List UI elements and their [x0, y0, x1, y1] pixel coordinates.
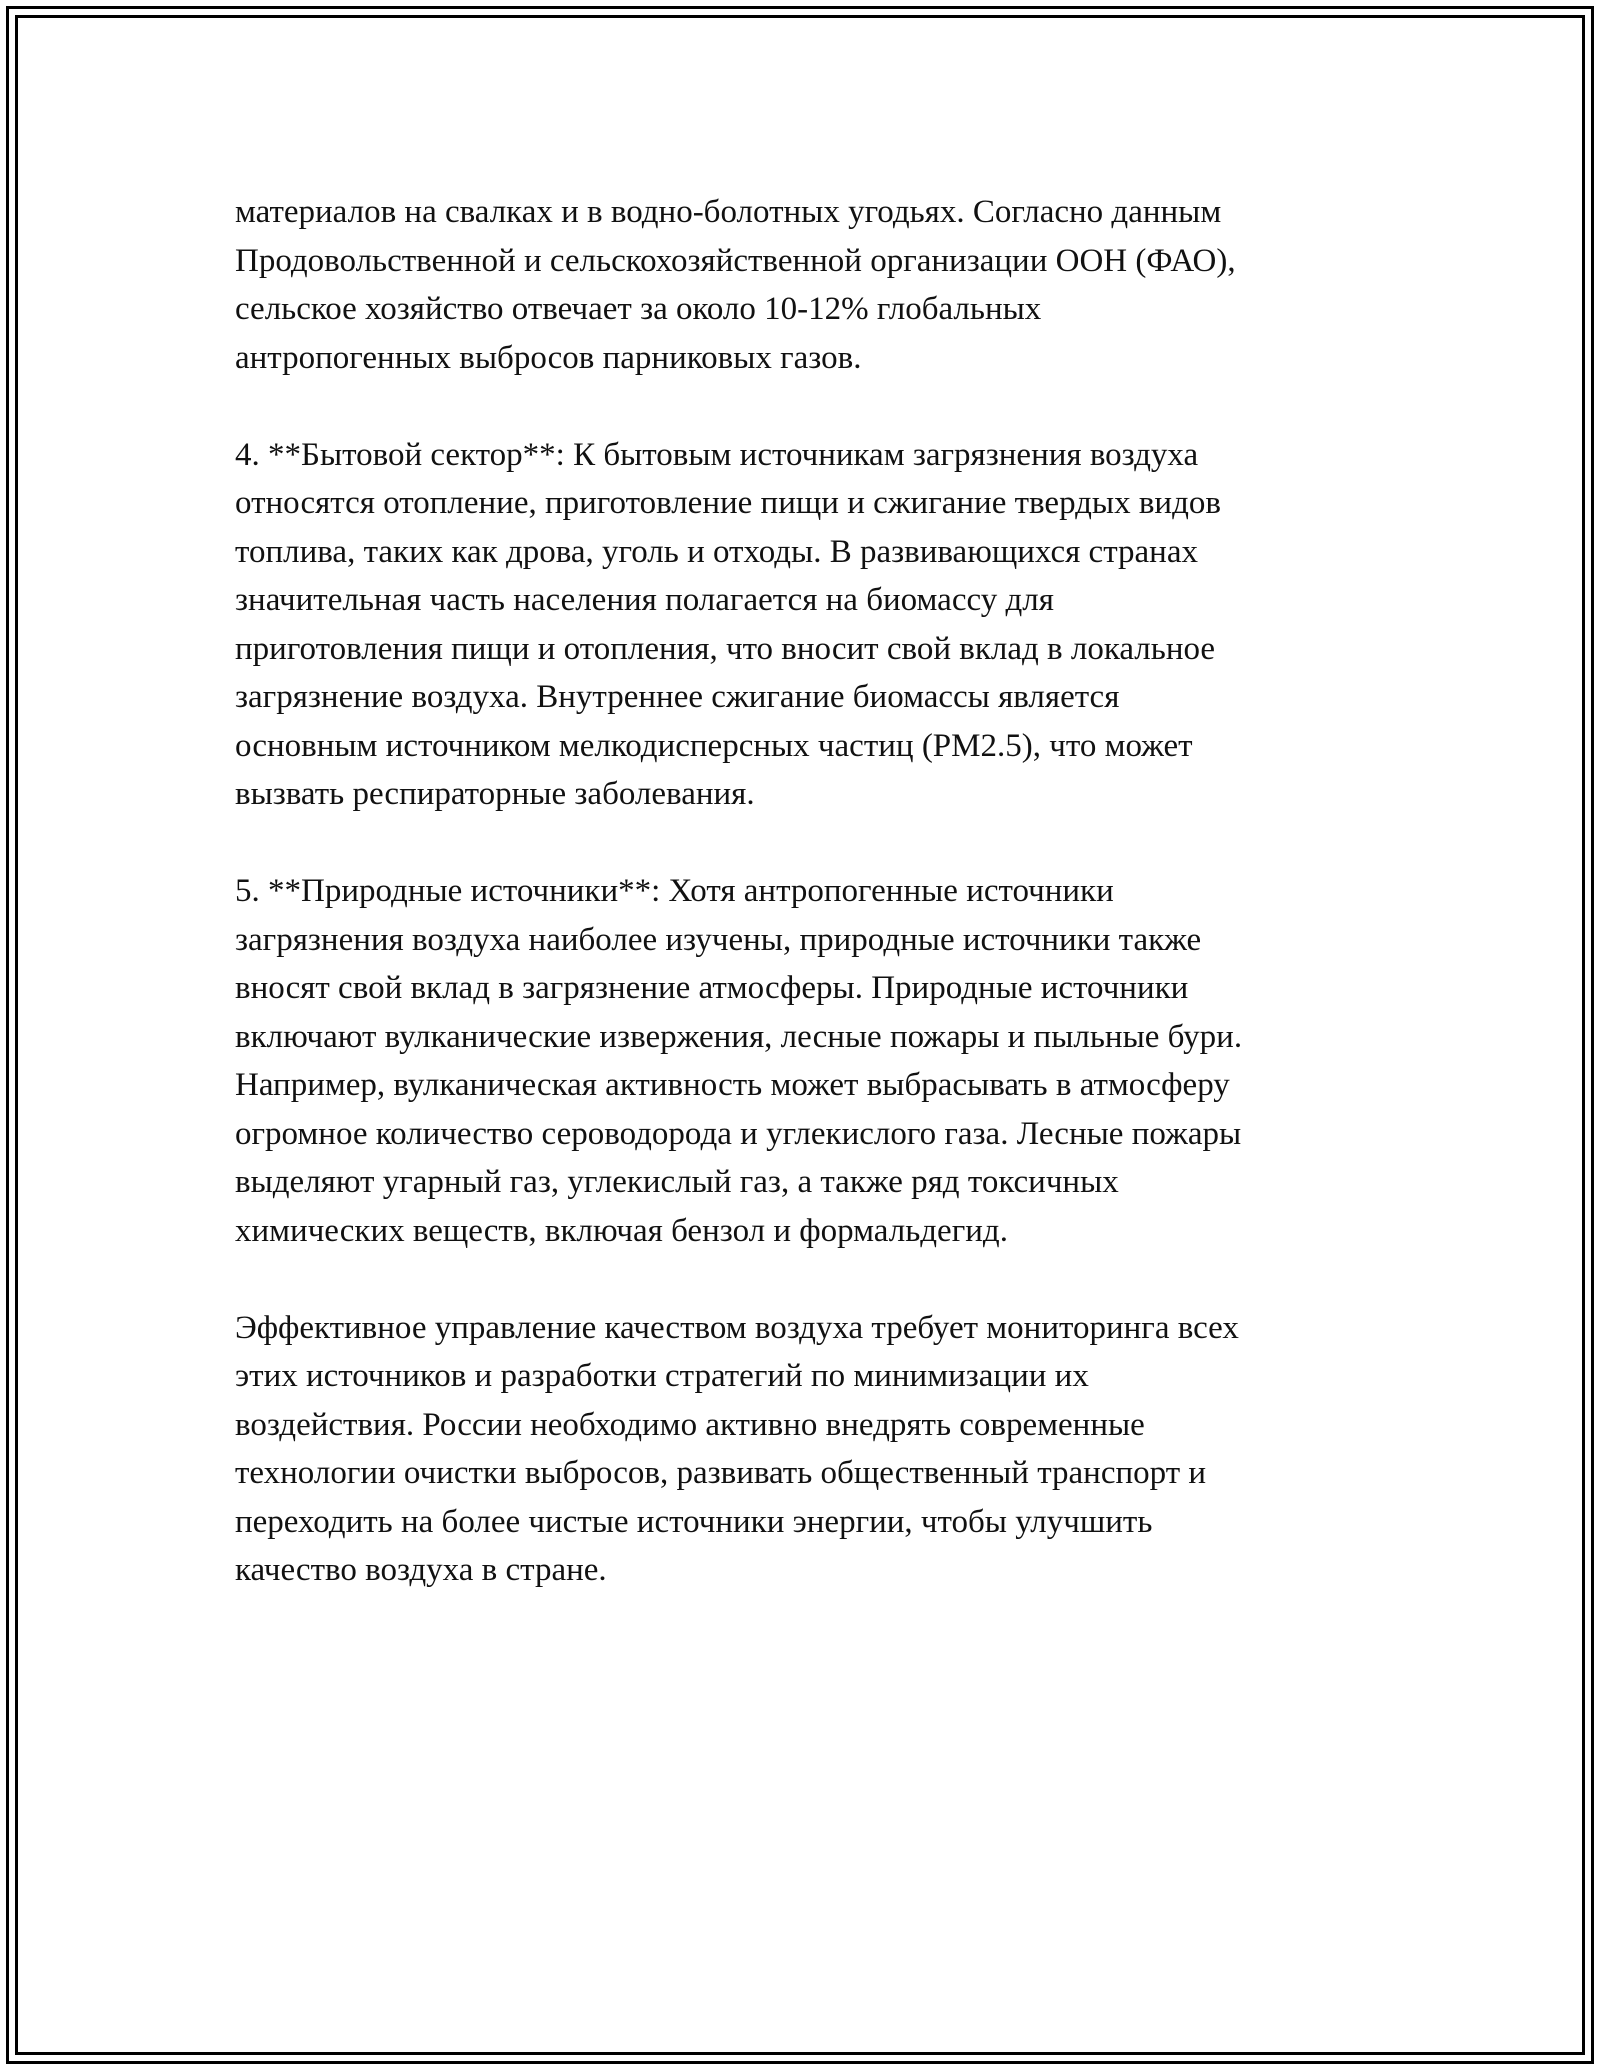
text-line: вызвать респираторные заболевания. [235, 776, 755, 812]
text-line: воздействия. России необходимо активно внедрять современные [235, 1406, 1145, 1443]
text-line: вносят свой вклад в загрязнение атмосферы. Природные источники [235, 970, 1189, 1006]
text-line: основным источником мелкодисперсных частиц (PM2.5), что может [235, 727, 1193, 764]
text-line: значительная часть населения полагается на биомассу для [235, 582, 1054, 618]
document-body [235, 188, 1375, 1643]
text-line: 5. **Природные источники**: Хотя антропогенные источники [235, 873, 1114, 909]
text-line: технологии очистки выбросов, развивать общественный транспорт и [235, 1455, 1207, 1491]
paragraph-household-sector [235, 431, 1375, 819]
text-line: огромное количество сероводорода и углекислого газа. Лесные пожары [235, 1115, 1242, 1152]
text-line: загрязнение воздуха. Внутреннее сжигание биомассы является [235, 679, 1120, 715]
text-line: антропогенных выбросов парниковых газов. [235, 339, 862, 376]
text-line: Продовольственной и сельскохозяйственной организации ООН (ФАО), [235, 242, 1236, 279]
text-line: включают вулканические извержения, лесные пожары и пыльные бури. [235, 1018, 1243, 1055]
text-line: выделяют угарный газ, углекислый газ, а также ряд токсичных [235, 1164, 1119, 1200]
text-line: приготовления пищи и отопления, что вносит свой вклад в локальное [235, 630, 1216, 667]
text-line: химических веществ, включая бензол и формальдегид. [235, 1212, 1008, 1249]
text-line: качество воздуха в стране. [235, 1552, 607, 1588]
text-line: Эффективное управление качеством воздуха требует мониторинга всех [235, 1309, 1239, 1346]
paragraph-natural-sources [235, 867, 1375, 1255]
text-line: сельское хозяйство отвечает за около 10-12% глобальных [235, 291, 1042, 327]
text-line: материалов на свалках и в водно-болотных угодьях. Согласно данным [235, 194, 1222, 230]
text-line: переходить на более чистые источники энергии, чтобы улучшить [235, 1503, 1153, 1540]
text-line: 4. **Бытовой сектор**: К бытовым источникам загрязнения воздуха [235, 436, 1199, 473]
text-line: относятся отопление, приготовление пищи и сжигание твердых видов [235, 485, 1221, 521]
text-line: топлива, таких как дрова, уголь и отходы. В развивающихся странах [235, 533, 1198, 570]
paragraph-conclusion [235, 1304, 1375, 1595]
text-line: загрязнения воздуха наиболее изучены, природные источники также [235, 921, 1202, 958]
text-line: Например, вулканическая активность может выбрасывать в атмосферу [235, 1067, 1230, 1103]
text-line: этих источников и разработки стратегий по минимизации их [235, 1358, 1089, 1394]
paragraph-agriculture-continuation [235, 188, 1375, 382]
